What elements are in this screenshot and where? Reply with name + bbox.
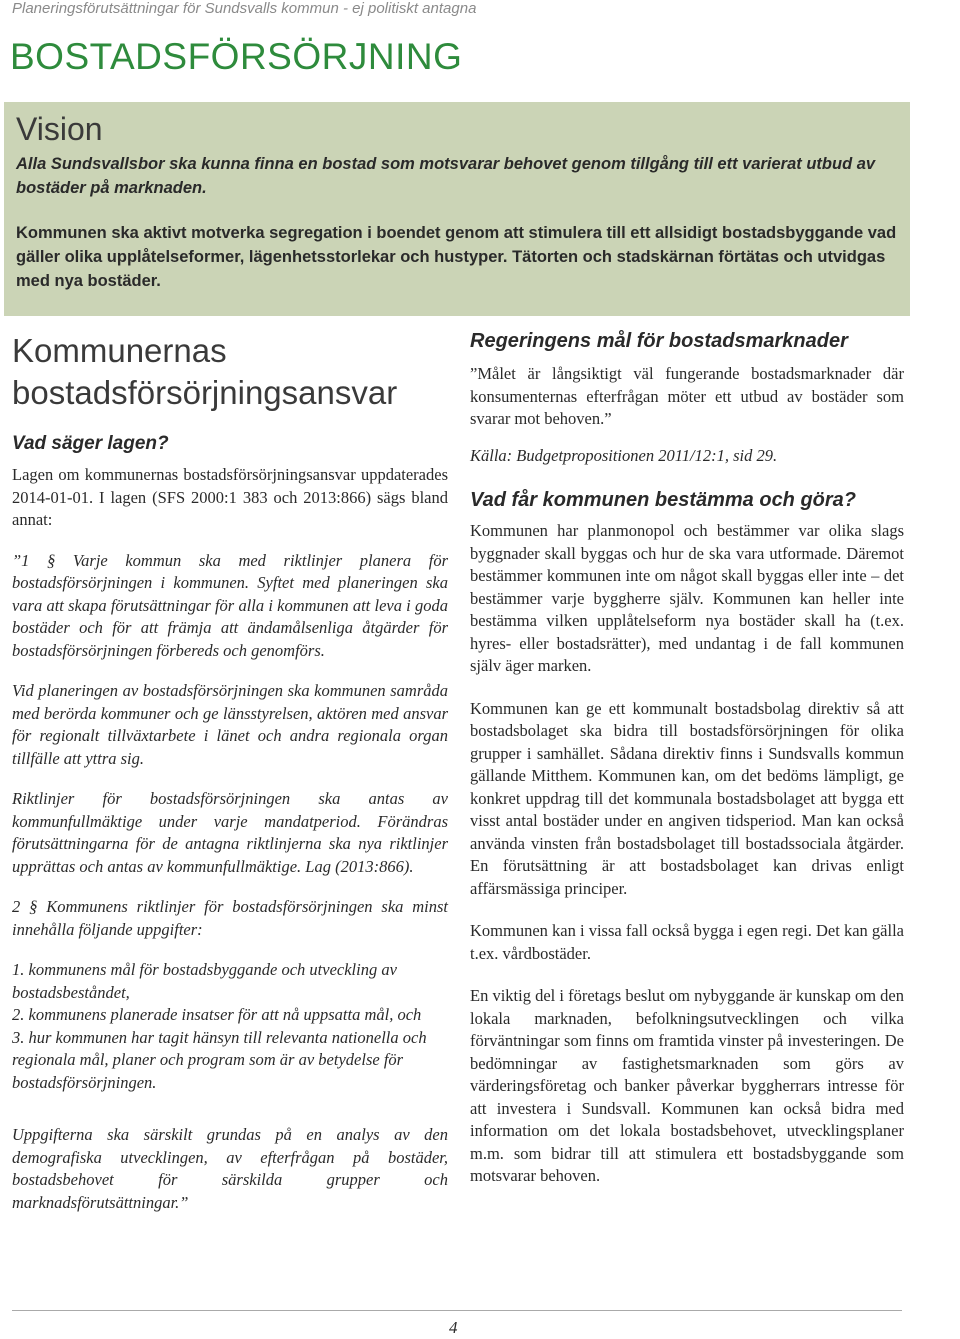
document-title: BOSTADSFÖRSÖRJNING — [10, 36, 463, 77]
heading-line-1: Kommunernas — [12, 332, 227, 369]
left-column — [12, 330, 448, 1214]
right-column — [470, 330, 904, 1188]
law-intro: Lagen om kommunernas bostadsförsörjningsansvar uppdaterades 2014-01-01. I lagen (SFS 2000:1 383 och 2013:866) sägs bland annat: — [12, 465, 448, 529]
heading-line-2: bostadsförsörjningsansvar — [12, 374, 398, 411]
law-quote-1: ”1 § Varje kommun ska med riktlinjer planera för bostadsförsörjningen i kommunen. Syftet med planeringen ska vara att skapa förutsättningar för alla i kommunen att leva i goda bostäder och för att främja att ändamålsenliga åtgärder för bostadsförsörjningen förbereds och genomförs. — [12, 550, 448, 660]
vision-box — [4, 102, 910, 316]
vision-heading: Vision — [16, 111, 103, 147]
powers-paragraph-3: Kommunen kan i vissa fall också bygga i egen regi. Det kan gälla t.ex. vårdbostäder. — [470, 921, 904, 963]
list-item: 3. hur kommunen har tagit hänsyn till relevanta nationella och regionala mål, planer och program som är av betydelse för bostadsförsörjningen. — [12, 1027, 427, 1092]
vision-goal: Kommunen ska aktivt motverka segregation i boendet genom att stimulera till ett allsidigt bostadsbyggande vad gäller olika upplåtelseformer, lägenhetsstorlekar och hustyper. Tätorten och stadskärnan förtätas och utvidgas med nya bostäder. — [16, 224, 897, 291]
law-quote-4: 2 § Kommunens riktlinjer för bostadsförsörjningen ska minst innehålla följande uppgifter: — [12, 897, 448, 939]
section-heading-responsibility — [12, 330, 448, 414]
heading-municipality-powers: Vad får kommunen bestämma och göra? — [470, 489, 857, 511]
page-number: 4 — [449, 1318, 458, 1337]
subheading-law: Vad säger lagen? — [12, 433, 169, 454]
goal-quote: ”Målet är långsiktigt väl fungerande bostadsmarknader där konsumenternas efterfrågan möter ett utbud av bostäder som svarar mot behoven.” — [470, 364, 904, 428]
footer-divider — [12, 1310, 902, 1311]
goal-source: Källa: Budgetpropositionen 2011/12:1, sid 29. — [470, 445, 778, 465]
list-item: 1. kommunens mål för bostadsbyggande och utveckling av bostadsbeståndet, — [12, 960, 397, 1002]
law-quote-5: Uppgifterna ska särskilt grundas på en analys av den demografiska utvecklingen, av efterfrågan på bostäder, bostadsbehovet för särskilda grupper och marknadsförutsättningar.” — [12, 1125, 448, 1212]
law-quote-3: Riktlinjer för bostadsförsörjningen ska antas av kommunfullmäktige under varje mandatperiod. Förändras förutsättningarna för de antagna riktlinjerna ska nya riktlinjer upprättas och antas av kommunfullmäktige. Lag (2013:866). — [12, 789, 448, 876]
powers-paragraph-1: Kommunen har planmonopol och bestämmer var olika slags byggnader skall byggas och hur de ska vara utformade. Däremot bestämmer kommunen inte om något skall byggas eller inte – det bestämmer varje byggherre själv. Kommunen kan heller inte bestämma vilken upplåtelseform nya bostäder skall ha (t.ex. hyres- eller bostadsrätter), med undantag i de fall kommunen själv äger marken. — [470, 521, 904, 675]
header-note: Planeringsförutsättningar för Sundsvalls kommun - ej politiskt antagna — [12, 0, 477, 17]
heading-government-goal: Regeringens mål för bostadsmarknader — [470, 330, 848, 352]
law-quote-2: Vid planeringen av bostadsförsörjningen ska kommunen samråda med berörda kommuner och ge länsstyrelsen, aktören med ansvar för regionalt tillväxtarbete i länet och andra regionala organ tillfälle att yttra sig. — [12, 681, 448, 768]
list-item: 2. kommunens planerade insatser för att nå uppsatta mål, och — [12, 1005, 422, 1024]
powers-paragraph-2: Kommunen kan ge ett kommunalt bostadsbolag direktiv så att bostadsbolaget ska bidra till bostadsförsörjningen för olika grupper i samhället. Sådana direktiv finns i Sundsvalls kommun gällande Mitthem. Kommunen kan, om det bedöms lämpligt, ge konkret uppdrag till det kommunala bostadsbolaget att bygga ett visst antal bostäder under en angiven tidsperiod. Man kan också använda vinsten från bostadsbolaget till bostadssociala åtgärder. En förutsättning är att bostadsbolaget kan drivas enligt affärsmässiga principer. — [470, 698, 904, 898]
vision-statement: Alla Sundsvallsbor ska kunna finna en bostad som motsvarar behovet genom tillgång till ett varierat utbud av bostäder på marknaden. — [16, 155, 876, 198]
powers-paragraph-4: En viktig del i företags beslut om nybyggande är kunskap om den lokala marknaden, befolkningsutvecklingen och vilka förväntningar som finns om framtida vinster på investeringen. De bedömningar av fastighetsmarknaden som görs av värderingsföretag och banker påverkar byggherrars intresse för att investera i Sundsvall. Kommunen kan också bidra med information om det lokala bostadsbehovet, utvecklingsplaner m.m. som bidrar till att stimulera ett bostadsbyggande som motsvarar behoven. — [470, 986, 904, 1185]
law-list — [12, 959, 448, 1094]
